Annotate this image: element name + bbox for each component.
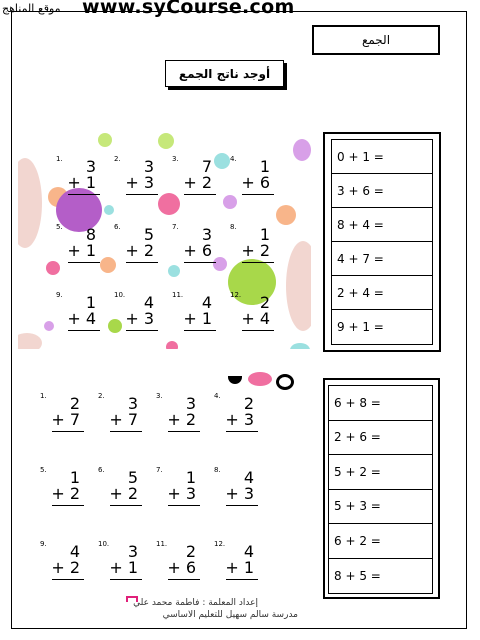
answer-line: [226, 431, 258, 432]
addition-problem: [230, 155, 274, 209]
problem-top-number: 2: [185, 542, 196, 561]
problem-number: 6.: [98, 466, 105, 474]
addition-problem: [214, 540, 258, 594]
problem-number: 9.: [40, 540, 47, 548]
problem-number: 4.: [214, 392, 221, 400]
problem-number: 10.: [114, 291, 126, 299]
problem-top-number: 1: [185, 468, 196, 487]
problem-number: 7.: [156, 466, 163, 474]
problem-number: 7.: [172, 223, 179, 231]
addition-problem: [156, 466, 200, 520]
addition-problem: [214, 392, 258, 446]
problem-addend: + 4: [241, 309, 270, 328]
problem-top-number: 4: [143, 293, 154, 312]
problem-number: 3.: [172, 155, 179, 163]
answer-line: [110, 579, 142, 580]
addition-problem: [172, 291, 216, 345]
problem-number: 2.: [114, 155, 121, 163]
worksheet-title: الجمع: [312, 25, 440, 55]
addition-problem: [156, 540, 200, 594]
problem-number: 11.: [156, 540, 168, 548]
problem-number: 8.: [230, 223, 237, 231]
answer-line: [168, 579, 200, 580]
addition-problem: [40, 540, 84, 594]
decor-dot: [44, 321, 54, 331]
addition-problem: [114, 291, 158, 345]
problem-top-number: 2: [243, 394, 254, 413]
answer-line: [68, 262, 100, 263]
problem-addend: + 3: [125, 173, 154, 192]
addition-problem: [56, 291, 100, 345]
answer-line: [126, 194, 158, 195]
addition-problem: [98, 540, 142, 594]
equation-row: 3 + 6 =: [332, 174, 432, 208]
addition-problem: [56, 223, 100, 277]
problem-top-number: 1: [259, 225, 270, 244]
answer-line: [68, 194, 100, 195]
problem-top-number: 3: [143, 157, 154, 176]
decor-dot: [290, 343, 310, 349]
problem-addend: + 7: [51, 410, 80, 429]
problem-addend: + 3: [225, 410, 254, 429]
problem-top-number: 4: [243, 468, 254, 487]
decor-dot: [18, 158, 42, 248]
equations-box-top: [323, 132, 441, 352]
problem-number: 4.: [230, 155, 237, 163]
problem-addend: + 1: [109, 558, 138, 577]
problem-top-number: 4: [201, 293, 212, 312]
problem-addend: + 1: [225, 558, 254, 577]
addition-problem: [156, 392, 200, 446]
problem-number: 12.: [214, 540, 226, 548]
problem-top-number: 8: [85, 225, 96, 244]
problem-top-number: 5: [143, 225, 154, 244]
decor-dot: [286, 241, 311, 331]
problem-top-number: 2: [259, 293, 270, 312]
addition-problem: [214, 466, 258, 520]
answer-line: [168, 505, 200, 506]
equation-row: 2 + 4 =: [332, 276, 432, 310]
answer-line: [110, 431, 142, 432]
problem-addend: + 2: [241, 241, 270, 260]
problem-addend: + 4: [67, 309, 96, 328]
addition-problem: [40, 466, 84, 520]
answer-line: [242, 194, 274, 195]
equation-row: 6 + 2 =: [329, 524, 432, 559]
problem-top-number: 4: [69, 542, 80, 561]
problem-addend: + 6: [167, 558, 196, 577]
problem-grid-bottom: [40, 388, 310, 588]
answer-line: [226, 505, 258, 506]
problem-top-number: 3: [85, 157, 96, 176]
instruction-label: أوجد ناتج الجمع: [165, 60, 284, 87]
answer-line: [242, 330, 274, 331]
decor-dot: [18, 333, 42, 349]
equation-row: 8 + 4 =: [332, 208, 432, 242]
equation-row: 5 + 2 =: [329, 455, 432, 490]
problem-addend: + 2: [109, 484, 138, 503]
problem-addend: + 6: [183, 241, 212, 260]
problem-top-number: 3: [127, 542, 138, 561]
problem-addend: + 2: [51, 484, 80, 503]
problem-top-number: 3: [185, 394, 196, 413]
answer-line: [168, 431, 200, 432]
problem-addend: + 3: [125, 309, 154, 328]
addition-problem: [172, 223, 216, 277]
problem-number: 2.: [98, 392, 105, 400]
problem-top-number: 1: [85, 293, 96, 312]
addition-problem: [40, 392, 84, 446]
decor-dot: [104, 205, 114, 215]
addition-problem: [114, 155, 158, 209]
site-url: www.syCourse.com: [82, 0, 295, 18]
addition-problem: [98, 466, 142, 520]
problem-top-number: 5: [127, 468, 138, 487]
problem-top-number: 7: [201, 157, 212, 176]
problem-number: 5.: [40, 466, 47, 474]
decor-dot: [276, 205, 296, 225]
teacher-credit: إعداد المعلمة : فاطمة محمد علي: [133, 598, 258, 608]
answer-line: [68, 330, 100, 331]
problem-number: 3.: [156, 392, 163, 400]
problem-addend: + 2: [183, 173, 212, 192]
answer-line: [242, 262, 274, 263]
problem-top-number: 2: [69, 394, 80, 413]
problem-addend: + 7: [109, 410, 138, 429]
problem-addend: + 2: [51, 558, 80, 577]
problem-addend: + 2: [125, 241, 154, 260]
equation-row: 2 + 6 =: [329, 421, 432, 456]
answer-line: [184, 262, 216, 263]
problem-addend: + 1: [67, 241, 96, 260]
problem-top-number: 1: [69, 468, 80, 487]
problem-top-number: 4: [243, 542, 254, 561]
addition-problem: [114, 223, 158, 277]
equations-list-bottom: [328, 385, 433, 594]
problem-addend: + 1: [183, 309, 212, 328]
problem-number: 9.: [56, 291, 63, 299]
problem-number: 5.: [56, 223, 63, 231]
decor-dot: [158, 133, 174, 149]
addition-problem: [56, 155, 100, 209]
equation-row: 4 + 7 =: [332, 242, 432, 276]
problem-addend: + 2: [167, 410, 196, 429]
problem-number: 10.: [98, 540, 110, 548]
problem-top-number: 1: [259, 157, 270, 176]
problem-addend: + 3: [167, 484, 196, 503]
equation-row: 0 + 1 =: [332, 140, 432, 174]
problem-addend: + 3: [225, 484, 254, 503]
problem-top-number: 3: [201, 225, 212, 244]
answer-line: [184, 330, 216, 331]
school-credit: مدرسة سالم سهيل للتعليم الاساسي: [162, 610, 298, 620]
answer-line: [52, 505, 84, 506]
decor-dot: [214, 153, 230, 169]
problem-number: 1.: [40, 392, 47, 400]
problem-number: 12.: [230, 291, 242, 299]
addition-problem: [230, 223, 274, 277]
answer-line: [126, 262, 158, 263]
problem-addend: + 6: [241, 173, 270, 192]
equation-row: 5 + 3 =: [329, 490, 432, 525]
equations-list-top: [331, 139, 433, 345]
answer-line: [110, 505, 142, 506]
problem-addend: + 1: [67, 173, 96, 192]
decor-dot: [98, 133, 112, 147]
answer-line: [52, 579, 84, 580]
problem-number: 6.: [114, 223, 121, 231]
problem-number: 8.: [214, 466, 221, 474]
equation-row: 9 + 1 =: [337, 320, 384, 334]
problem-number: 1.: [56, 155, 63, 163]
addition-problem: [230, 291, 274, 345]
answer-line: [126, 330, 158, 331]
equations-box-bottom: [323, 378, 440, 599]
site-arabic-name: موقع المناهج: [2, 2, 61, 15]
addition-problem: [98, 392, 142, 446]
decor-dot: [293, 139, 311, 161]
answer-line: [226, 579, 258, 580]
problem-number: 11.: [172, 291, 184, 299]
equation-row: 6 + 8 =: [329, 386, 432, 421]
answer-line: [184, 194, 216, 195]
problem-top-number: 3: [127, 394, 138, 413]
equation-row: 8 + 5 =: [334, 568, 381, 583]
addition-problem: [172, 155, 216, 209]
answer-line: [52, 431, 84, 432]
worksheet-image-top: [18, 133, 311, 349]
